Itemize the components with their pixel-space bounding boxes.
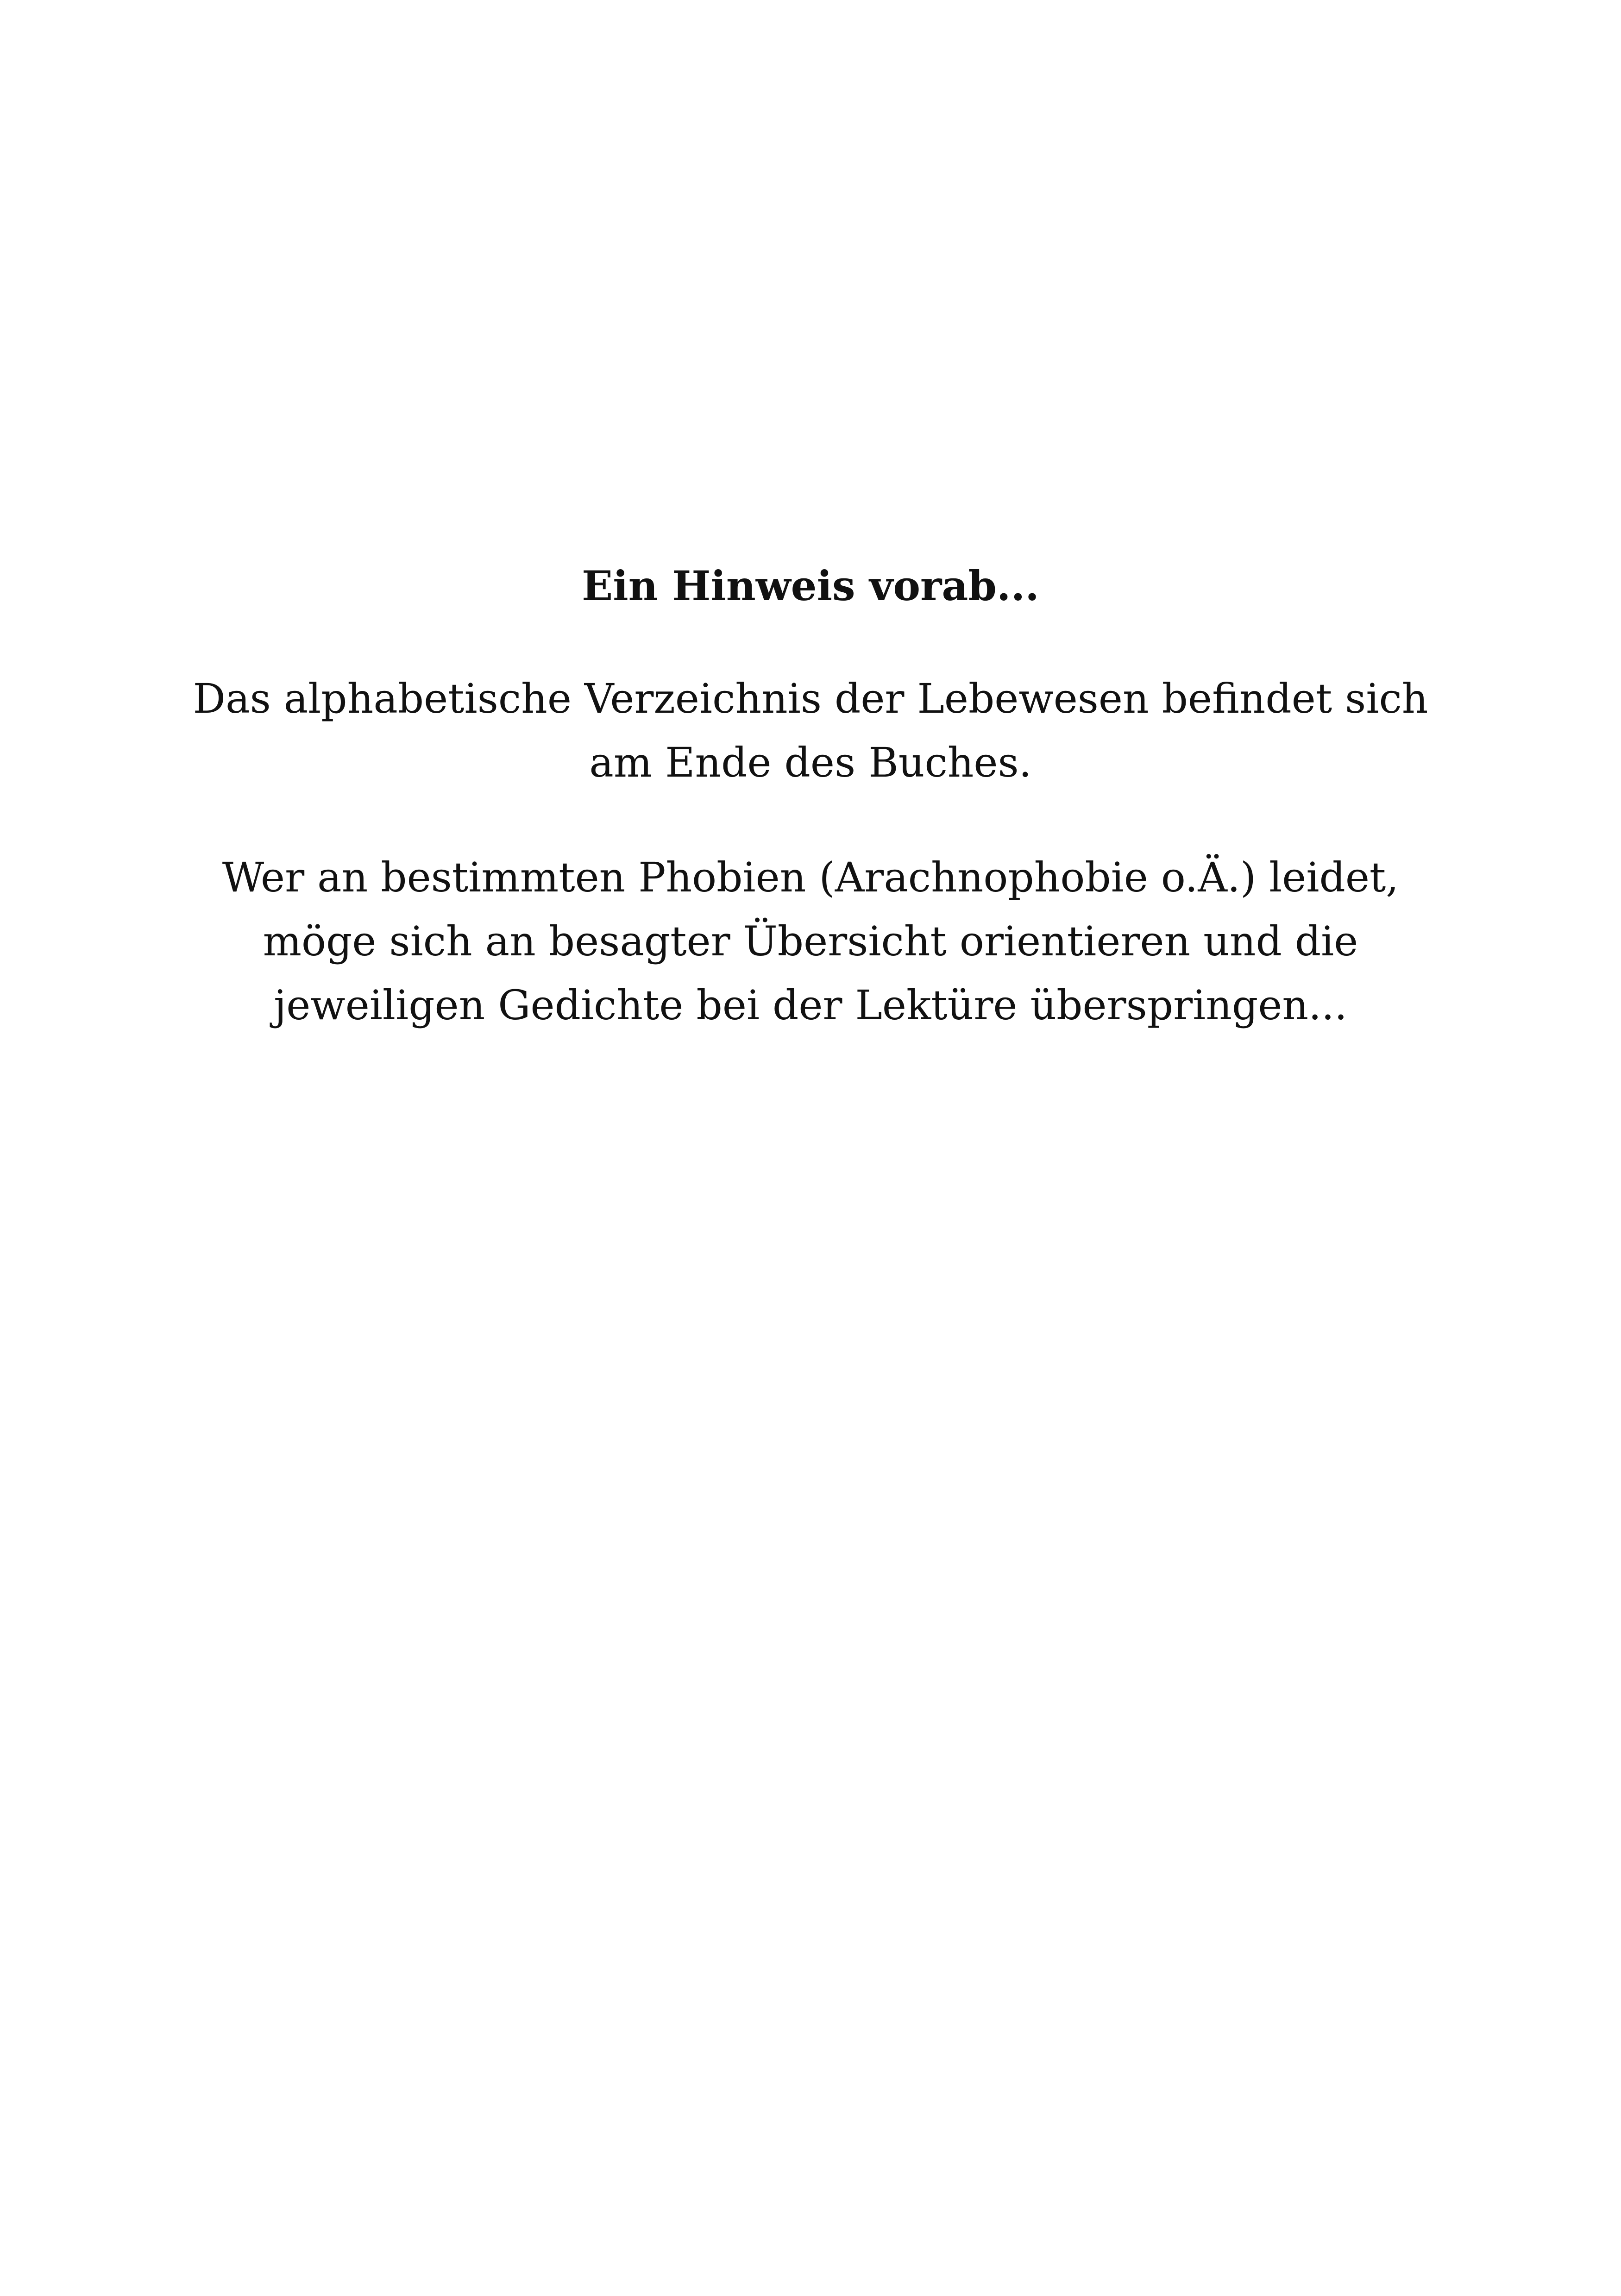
index-location-paragraph bbox=[162, 667, 1459, 795]
paragraph-line: möge sich an besagter Übersicht orientieren und die bbox=[263, 917, 1358, 965]
paragraph-line: am Ende des Buches. bbox=[589, 739, 1032, 786]
paragraph-line: Wer an bestimmten Phobien (Arachnophobie o.Ä.) leidet, bbox=[222, 853, 1399, 901]
paragraph-line: jeweiligen Gedichte bei der Lektüre überspringen... bbox=[274, 981, 1347, 1029]
notice-title: Ein Hinweis vorab... bbox=[582, 562, 1039, 610]
phobia-warning-paragraph bbox=[162, 846, 1459, 1037]
paragraph-line: Das alphabetische Verzeichnis der Lebewesen befindet sich bbox=[193, 675, 1428, 722]
notice-section bbox=[162, 549, 1459, 1037]
